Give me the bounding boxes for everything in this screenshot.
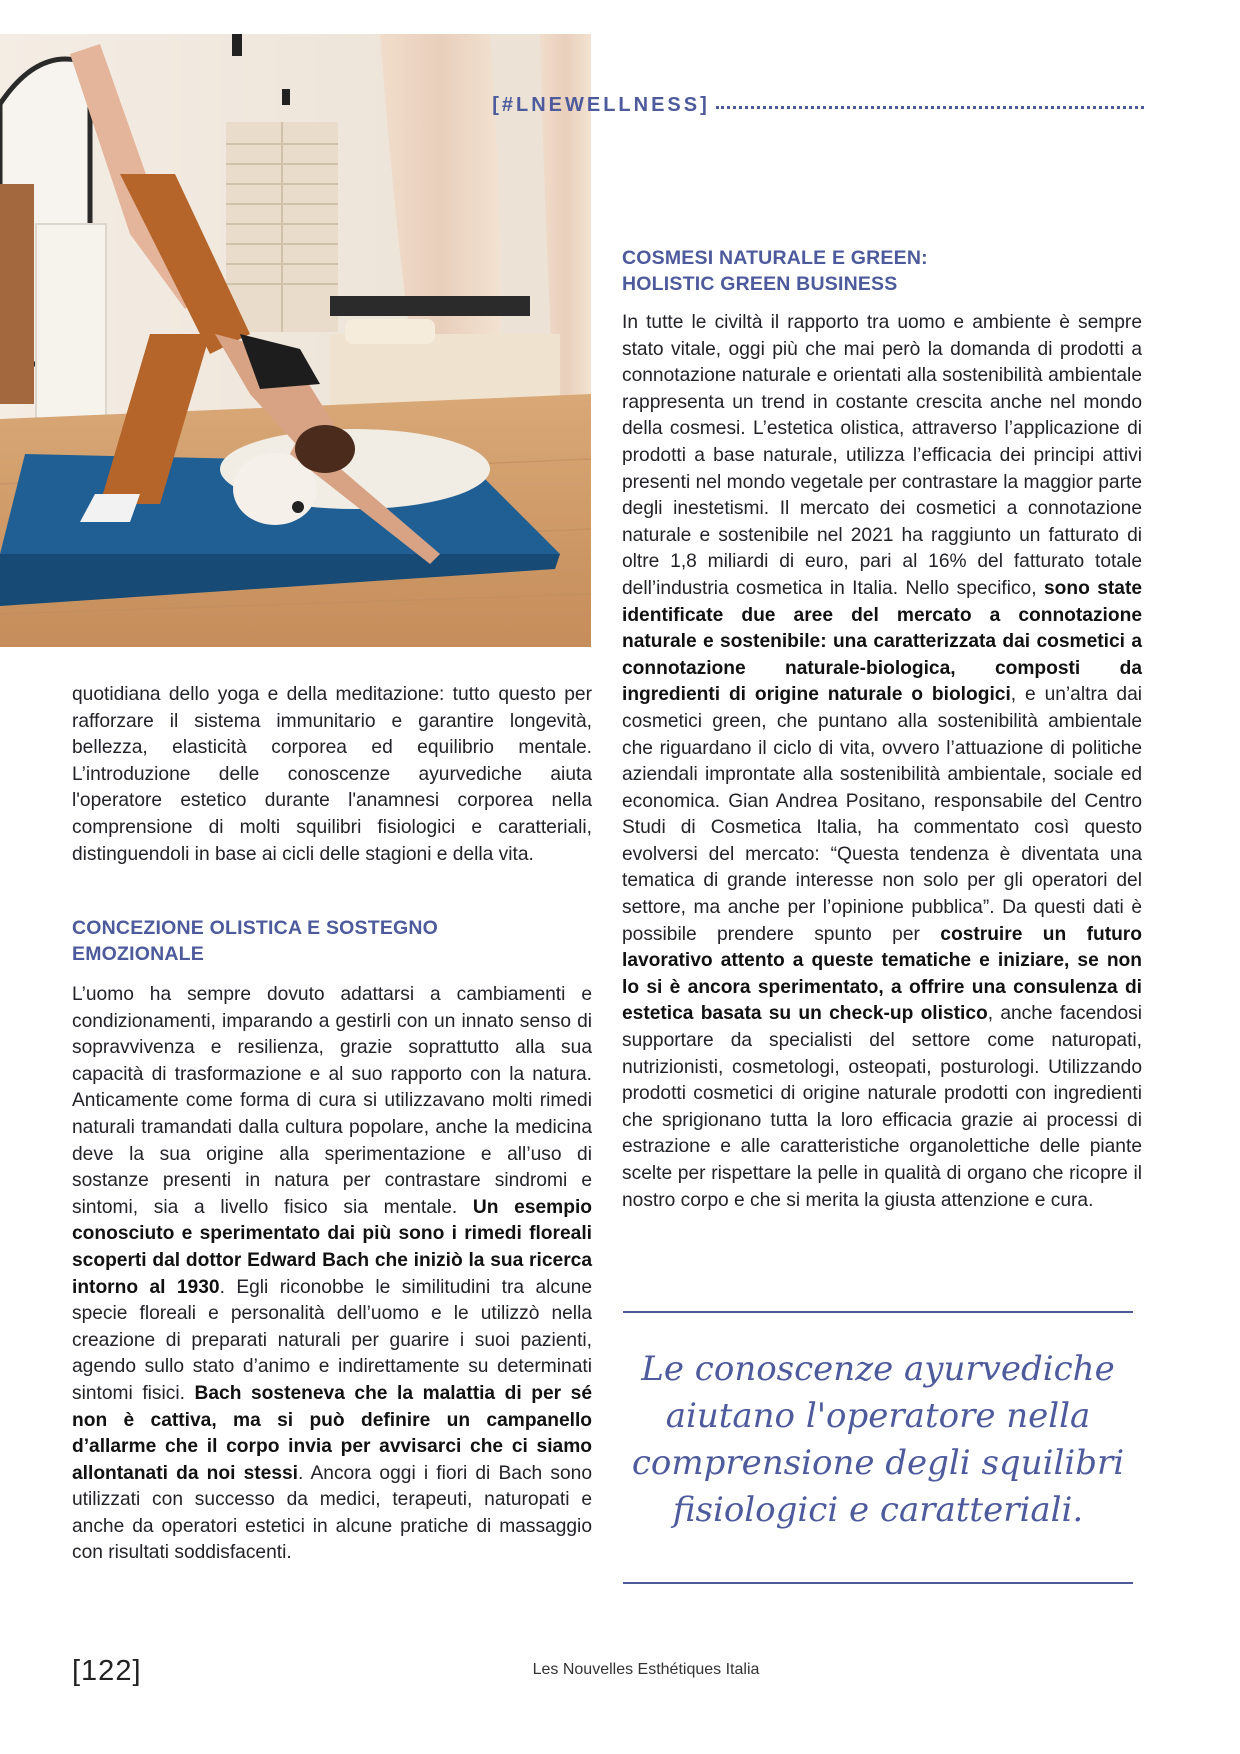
right-body bbox=[622, 310, 1142, 1214]
quote-line-4: fisiologici e caratteriali. bbox=[672, 1490, 1084, 1530]
page-number: [122] bbox=[72, 1655, 142, 1687]
right-body-bold: sono state identificate due aree del mercato a connotazione naturale e sostenibile: una caratterizzata dai cosmetici a connotazione naturale-biologica, composti da ingredienti di origine naturale o biologici bbox=[622, 577, 1142, 706]
pull-quote bbox=[623, 1346, 1133, 1534]
intro-paragraph: quotidiana dello yoga e della meditazione: tutto questo per rafforzare il sistema immunitario e garantire longevità, bellezza, elasticità corporea ed equilibrio mentale. L’introduzione delle conoscenze ayurvediche aiuta l'operatore estetico durante l'anamnesi corporea nella comprensione di molti squilibri fisiologici e caratteriali, distinguendoli in base ai cicli delle stagioni e della vita. bbox=[72, 684, 592, 865]
yoga-photo bbox=[0, 34, 591, 647]
left-heading-line2: EMOZIONALE bbox=[72, 943, 204, 965]
right-heading-line1: COSMESI NATURALE E GREEN: bbox=[622, 247, 928, 269]
left-section-heading bbox=[72, 915, 592, 967]
right-body-text-2: , e un’altra dai cosmetici green, che puntano alla sostenibilità ambientale che riguardano il ciclo di vita, ovvero l’attuazione di politiche aziendali improntate alla sostenibilità ambientale, sociale ed economica. Gian Andrea Positano, responsabile del Centro Studi di Cosmetica Italia, ha commentato così questo evolversi del mercato: “Questa tendenza è diventata una tematica di grande interesse non solo per gli operatori del settore, ma anche per l’opinione pubblica”. Da questi dati è possibile prendere spunto per bbox=[622, 684, 1143, 945]
right-section-heading bbox=[622, 245, 1142, 297]
right-body-paragraph bbox=[622, 310, 1142, 1214]
left-heading-line1: CONCEZIONE OLISTICA E SOSTEGNO bbox=[72, 917, 439, 939]
quote-line-2: aiutano l'operatore nella bbox=[665, 1396, 1091, 1436]
left-body-bold-2: Bach sosteneva che la malattia di per sé non è cattiva, ma si può definire un campanello d’allarme che il corpo invia per avvisarci che ci siamo allontanati da noi stessi bbox=[72, 1382, 593, 1484]
right-heading-line2: HOLISTIC GREEN BUSINESS bbox=[622, 273, 898, 295]
left-body-paragraph bbox=[72, 982, 592, 1567]
left-body-bold: Un esempio conosciuto e sperimentato dai più sono i rimedi floreali scoperti dal dottor Edward Bach che iniziò la sua ricerca intorno al 1930 bbox=[72, 1196, 592, 1298]
header-rule-right bbox=[716, 106, 1144, 109]
quote-line-3: comprensione degli squilibri bbox=[631, 1443, 1125, 1483]
left-body-text-3: . Ancora oggi i fiori di Bach sono utilizzati con successo da medici, terapeuti, naturopati e anche da operatori estetici in alcune pratiche di massaggio con risultati soddisfacenti. bbox=[72, 1462, 592, 1564]
section-tag: [#LNEWELLNESS] bbox=[492, 94, 710, 116]
left-body-text: L’uomo ha sempre dovuto adattarsi a cambiamenti e condizionamenti, imparando a gestirli con un innato senso di sopravvivenza e resilienza, grazie soprattutto alla sua capacità di trasformazione e al suo rapporto con la natura. Anticamente come forma di cura si utilizzavano molti rimedi naturali tramandati dalla cultura popolare, anche la medicina deve la sua origine alla sperimentazione e all’uso di sostanze presenti in natura per contrastare sindromi e sintomi, sia a livello fisico sia mentale. bbox=[72, 984, 592, 1218]
magazine-title: Les Nouvelles Esthétiques Italia bbox=[532, 1661, 760, 1678]
right-body-text: In tutte le civiltà il rapporto tra uomo e ambiente è sempre stato vitale, oggi più che mai però la domanda di prodotti a connotazione naturale e orientati alla sostenibilità ambientale rappresenta un trend in costante crescita anche nel mondo della cosmesi. L’estetica olistica, attraverso l’applicazione di prodotti a base naturale, utilizza l’efficacia dei principi attivi presenti nel mondo vegetale per contrastare la maggior parte degli inestetismi. Il mercato dei cosmetici a connotazione naturale e sostenibile nel 2021 ha raggiunto un fatturato di oltre 1,8 miliardi di euro, pari al 16% del fatturato totale dell’industria cosmetica in Italia. Nello specifico, bbox=[622, 312, 1142, 599]
left-body bbox=[72, 982, 592, 1567]
left-body-text-2: . Egli riconobbe le similitudini tra alcune specie floreali e personalità dell’uomo e le utilizzò nella creazione di preparati naturali per guarire i suoi pazienti, agendo sullo stato d’animo e indirettamente su determinati sintomi fisici. bbox=[72, 1276, 592, 1404]
left-intro bbox=[72, 682, 592, 868]
right-body-text-3: , anche facendosi supportare da specialisti del settore come naturopati, nutrizionisti, cosmetologi, osteopati, posturologi. Utilizzando prodotti cosmetici di origine naturale prodotti con ingredienti che sprigionano tutta la loro efficacia grazie ai processi di estrazione e alle caratteristiche organolettiche delle piante scelte per rispettare la pelle in qualità di organo che ricopre il nostro corpo e che si merita la giusta attenzione e cura. bbox=[622, 1003, 1142, 1211]
quote-line-1: Le conoscenze ayurvediche bbox=[641, 1349, 1115, 1389]
quote-rule-bottom bbox=[623, 1582, 1133, 1584]
right-body-bold-2: costruire un futuro lavorativo attento a queste tematiche e iniziare, se non lo si è ancora sperimentato, a offrire una consulenza di estetica basata su un check-up olistico bbox=[622, 923, 1142, 1025]
quote-rule-top bbox=[623, 1311, 1133, 1313]
